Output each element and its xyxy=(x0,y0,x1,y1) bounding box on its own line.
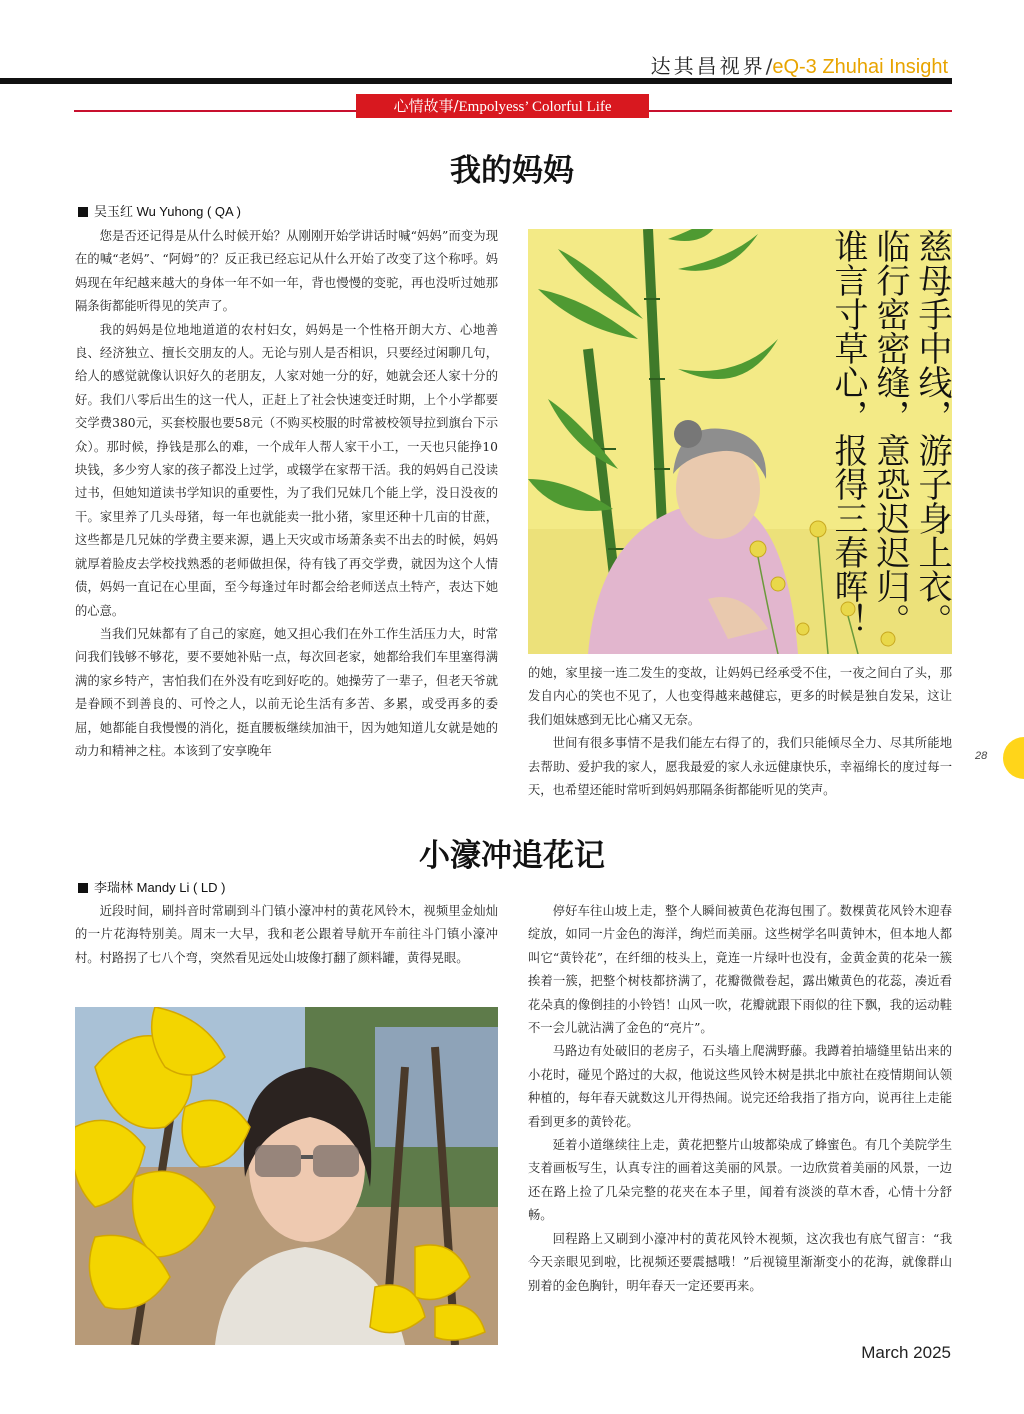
poem-columns xyxy=(780,229,952,654)
page-tab xyxy=(1003,737,1024,779)
poem-column-2 xyxy=(870,229,910,654)
article1-paragraph: 的她，家里接一连二发生的变故，让妈妈已经承受不住，一夜之间白了头，那发自内心的笑也不见了，人也变得越来越健忘，更多的时候是独自发呆，这让我们姐妹感到无比心痛又无奈。 xyxy=(528,666,952,727)
article1-paragraph: 当我们兄妹都有了自己的家庭，她又担心我们在外工作生活压力大，时常问我们钱够不够花，要不要她补贴一点，每次回老家，她都给我们车里塞得满满的家乡特产，害怕我们在外没有吃到好吃的。她操劳了一辈子，但老天爷就是眷顾不到善良的、可怜之人，以前无论生活有多苦、多累，或受再多的委屈，她都能自我慢慢的消化，挺直腰板继续加油干，因为她知道儿女就是她的动力和精神之柱。本该到了安享晚年 xyxy=(75,626,498,758)
poem-line: 游子身上衣。 xyxy=(912,433,952,637)
header-rule xyxy=(0,78,952,84)
article2-paragraph: 停好车往山坡上走，整个人瞬间被黄色花海包围了。数棵黄花风铃木迎春绽放，如同一片金色的海洋，绚烂而美丽。这些树学名叫黄钟木，但本地人都叫它“黄铃花”，在纤细的枝头上，竟连一片绿叶也没有，金黄金黄的花朵一簇挨着一簇，把整个树枝都挤满了，花瓣微微卷起，露出嫩黄色的花蕊，凑近看花朵真的像倒挂的小铃铛！山风一吹，花瓣就跟下雨似的往下飘，我的运动鞋不一会儿就沾满了金色的“亮片”。 xyxy=(528,904,952,1036)
magazine-header-title xyxy=(651,50,948,79)
article2-paragraph: 近段时间，刷抖音时常刷到斗门镇小濠冲村的黄花风铃木，视频里金灿灿的一片花海特别美。周末一大早，我和老公跟着导航开车前往斗门镇小濠冲村。村路拐了七八个弯，突然看见远处山坡像打翻了颜料罐，黄得晃眼。 xyxy=(75,904,498,965)
article2-paragraph: 马路边有处破旧的老房子，石头墙上爬满野藤。我蹲着拍墙缝里钻出来的小花时，碰见个路过的大叔，他说这些风铃木树是拱北中旅社在疫情期间认领种植的，每年春天就数这儿开得热闹。说完还给我指了指方向，说再往上走能看到更多的黄铃花。 xyxy=(528,1044,952,1129)
poem-line: 慈母手中线， xyxy=(912,229,952,433)
byline-marker xyxy=(78,207,88,217)
article1-paragraph: 我的妈妈是位地地道道的农村妇女，妈妈是一个性格开朗大方、心地善良、经济独立、擅长交朋友的人。无论与别人是否相识，只要经过闲聊几句，给人的感觉就像认识好久的老朋友，人家对她一分的好，她就会还人家十分的好。我们八零后出生的这一代人，正赶上了社会快速变迁时期，上个小学都要交学费380元，买套校服也要58元（不购买校服的时常被校领导拉到旗台下示众）。那时候，挣钱是那么的难，一个成年人帮人家干小工，一天也只能挣10块钱，多少穷人家的孩子都没上过学，或辍学在家帮干活。我的妈妈自己没读过书，但她知道读书学知识的重要性，为了我们兄妹几个能上学，没日没夜的干。家里养了几头母猪，每一年也就能卖一批小猪，家里还种十几亩的甘蔗，这些都是几兄妹的学费主要来源，遇上天灾或市场萧条卖不出去的时候，妈妈就厚着脸皮去学校找熟悉的老师做担保，待有钱了再交学费，就因为这个人情债，妈妈一直记在心里面，至今每逢过年时都会给老师送点土特产，表达下她的心意。 xyxy=(75,322,498,618)
article1-paragraph: 世间有很多事情不是我们能左右得了的，我们只能倾尽全力、尽其所能地去帮助、爱护我的家人，愿我最爱的家人永远健康快乐，幸福绵长的度过每一天，也希望还能时常听到妈妈那隔条街都能听见的笑声。 xyxy=(528,736,952,798)
article2-body-right xyxy=(528,900,952,1298)
section-label-cn: 心情故事 xyxy=(393,97,454,115)
article2-author: 李瑞林 Mandy Li ( LD ) xyxy=(94,880,226,895)
footer-date: March 2025 xyxy=(861,1343,951,1362)
article2-byline xyxy=(78,877,225,896)
yellow-flowers-selfie-photo xyxy=(75,1007,498,1345)
poem-column-1 xyxy=(912,229,952,654)
article1-paragraph: 您是否还记得是从什么时候开始？从刚刚开始学讲话时喊“妈妈”而变为现在的喊“老妈”、“阿姆”的？反正我已经忘记从什么开始了改变了这个称呼。妈妈现在年纪越来越大的身体一年不如一年，背也慢慢的变驼，再也没听过她那隔条街都能听得见的笑声了。 xyxy=(75,229,498,314)
article1-title: 我的妈妈 xyxy=(450,153,574,189)
header-title-en: eQ-3 Zhuhai Insight xyxy=(772,56,948,78)
article2-title: 小濠冲追花记 xyxy=(419,838,605,874)
poem-line: 临行密密缝， xyxy=(870,229,910,433)
article1-body-right xyxy=(528,662,952,802)
article1-author: 吴玉红 Wu Yuhong ( QA ) xyxy=(94,204,241,219)
article2-body-left xyxy=(75,900,498,970)
article2-paragraph: 延着小道继续往上走，黄花把整片山坡都染成了蜂蜜色。有几个美院学生支着画板写生，认真专注的画着这美丽的风景。一边欣赏着美丽的风景，一边还在路上捡了几朵完整的花夹在本子里，闻着有淡淡的草木香，心情十分舒畅。 xyxy=(528,1138,952,1223)
article1-byline xyxy=(78,201,241,220)
article1-body-left xyxy=(75,225,498,763)
article2-paragraph: 回程路上又刷到小濠冲村的黄花风铃木视频，这次我也有底气留言：“我今天亲眼见到啦，比视频还要震撼哦！”后视镜里渐渐变小的花海，就像群山别着的金色胸针，明年春天一定还要再来。 xyxy=(528,1231,952,1293)
poem-line: 报得三春晖！ xyxy=(828,433,868,637)
section-tag xyxy=(356,94,649,118)
poem-column-3 xyxy=(828,229,868,654)
section-label-en: Empolyess’ Colorful Life xyxy=(458,99,612,115)
header-title-cn: 达其昌视界 xyxy=(650,54,766,78)
poem-line: 意恐迟迟归。 xyxy=(870,433,910,637)
header-separator: / xyxy=(765,54,773,78)
page-number: 28 xyxy=(975,750,988,762)
byline-marker xyxy=(78,883,88,893)
section-separator: / xyxy=(453,97,459,115)
poem-line: 谁言寸草心， xyxy=(828,229,868,433)
mother-poem-illustration xyxy=(528,229,952,654)
